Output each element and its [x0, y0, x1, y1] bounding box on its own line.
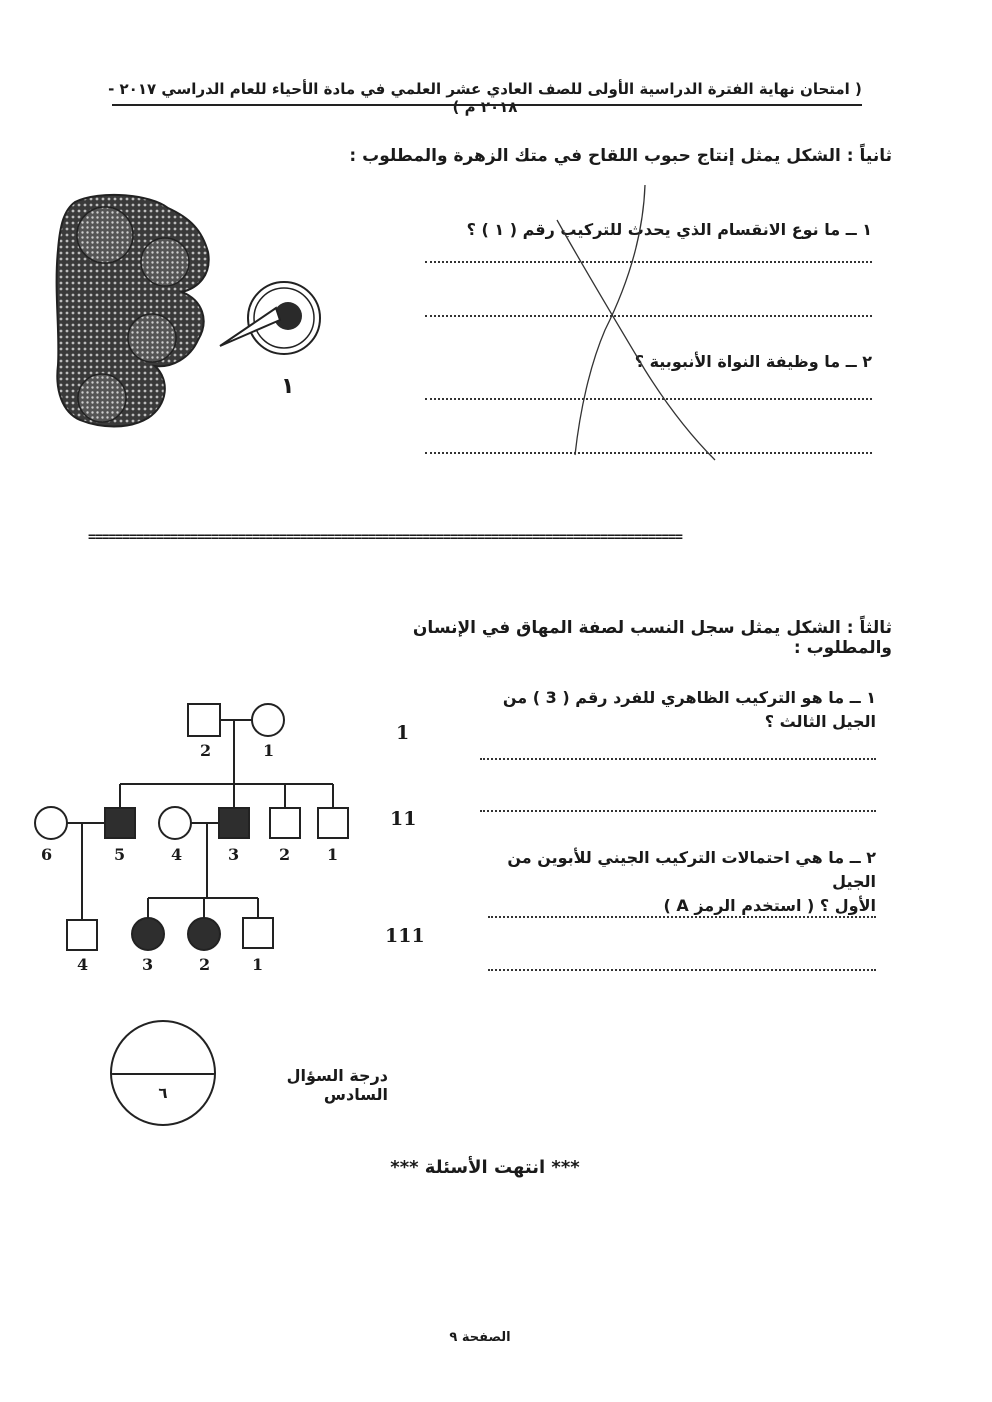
- s3-q1-answer-line-1[interactable]: [480, 758, 876, 760]
- pollen-sac-4: [78, 374, 126, 422]
- section3-title: ثالثاً : الشكل يمثل سجل النسب لصفة المهاق في الإنسان والمطلوب :: [412, 618, 892, 658]
- gen3-male-4: [67, 920, 97, 950]
- gen2-female-4: [159, 807, 191, 839]
- score-value: ٦: [158, 1084, 168, 1102]
- gen2-male-2: [270, 808, 300, 838]
- generation-label-3: 111: [385, 925, 425, 947]
- exam-header-text: ( امتحان نهاية الفترة الدراسية الأولى للصف العادي عشر العلمي في مادة الأحياء للعام الدراسي ٢٠١٧ - ٢٠١٨ م ): [108, 80, 862, 116]
- gen3-male-1: [243, 918, 273, 948]
- generation-label-1: 1: [396, 722, 410, 744]
- header-underline: [112, 104, 862, 106]
- anther-figure: [40, 190, 340, 440]
- gen2-num-4: 4: [171, 845, 183, 864]
- exam-header: [100, 80, 870, 116]
- gen2-num-2: 2: [279, 845, 291, 864]
- figure-label: ١: [281, 374, 295, 399]
- gen3-female-2-affected: [188, 918, 220, 950]
- s3-q2-answer-line-1[interactable]: [488, 916, 876, 918]
- s2-question-1: ١ ــ ما نوع الانقسام الذي يحدث للتركيب رقم ( ١ ) ؟: [466, 220, 872, 239]
- gen3-num-3: 3: [142, 955, 154, 974]
- score-circle: [110, 1020, 216, 1126]
- gen2-male-5-affected: [105, 808, 135, 838]
- gen1-num-2: 2: [200, 741, 212, 760]
- gen1-male-2: [188, 704, 220, 736]
- s3-question-1: [480, 686, 876, 734]
- gen2-num-6: 6: [41, 845, 53, 864]
- s3-q2-answer-line-2[interactable]: [488, 969, 876, 971]
- s3-q1-line2: الجيل الثالث ؟: [764, 712, 876, 731]
- s3-q1-line1: ١ ــ ما هو التركيب الظاهري للفرد رقم ( 3 ) من: [502, 688, 876, 707]
- s3-q2-line2: الأول ؟ ( استخدم الرمز A ): [663, 896, 876, 915]
- gen3-num-4: 4: [77, 955, 89, 974]
- section2-title: ثانياً : الشكل يمثل إنتاج حبوب اللقاح في متك الزهرة والمطلوب :: [349, 146, 892, 166]
- gen2-num-3: 3: [228, 845, 240, 864]
- pollen-sac-2: [141, 238, 189, 286]
- gen2-male-3-affected: [219, 808, 249, 838]
- gen2-male-1: [318, 808, 348, 838]
- gen3-female-3-affected: [132, 918, 164, 950]
- score-label: درجة السؤال السادس: [286, 1066, 388, 1104]
- gen1-female-1: [252, 704, 284, 736]
- gen2-num-1: 1: [327, 845, 339, 864]
- gen1-num-1: 1: [263, 741, 275, 760]
- gen3-num-1: 1: [252, 955, 264, 974]
- pedigree-chart: [20, 690, 380, 980]
- pollen-sac-1: [77, 207, 133, 263]
- end-of-questions: *** انتهت الأسئلة ***: [390, 1157, 580, 1178]
- score-circle-divider: [112, 1073, 214, 1075]
- s3-q1-answer-line-2[interactable]: [480, 810, 876, 812]
- pollen-sac-3: [128, 314, 176, 362]
- gen2-female-6: [35, 807, 67, 839]
- gen2-num-5: 5: [114, 845, 126, 864]
- section-separator: =======================================================================================: [88, 530, 682, 545]
- s2-question-2: ٢ ــ ما وظيفة النواة الأنبوبية ؟: [634, 352, 872, 371]
- hand-drawn-cross: [545, 180, 735, 470]
- gen3-num-2: 2: [199, 955, 211, 974]
- page-number: الصفحة ٩: [449, 1330, 511, 1345]
- s3-question-2: [460, 846, 876, 918]
- s3-q2-line1: ٢ ــ ما هي احتمالات التركيب الجيني للأبوين من الجيل: [507, 848, 876, 891]
- generation-label-2: 11: [390, 808, 417, 830]
